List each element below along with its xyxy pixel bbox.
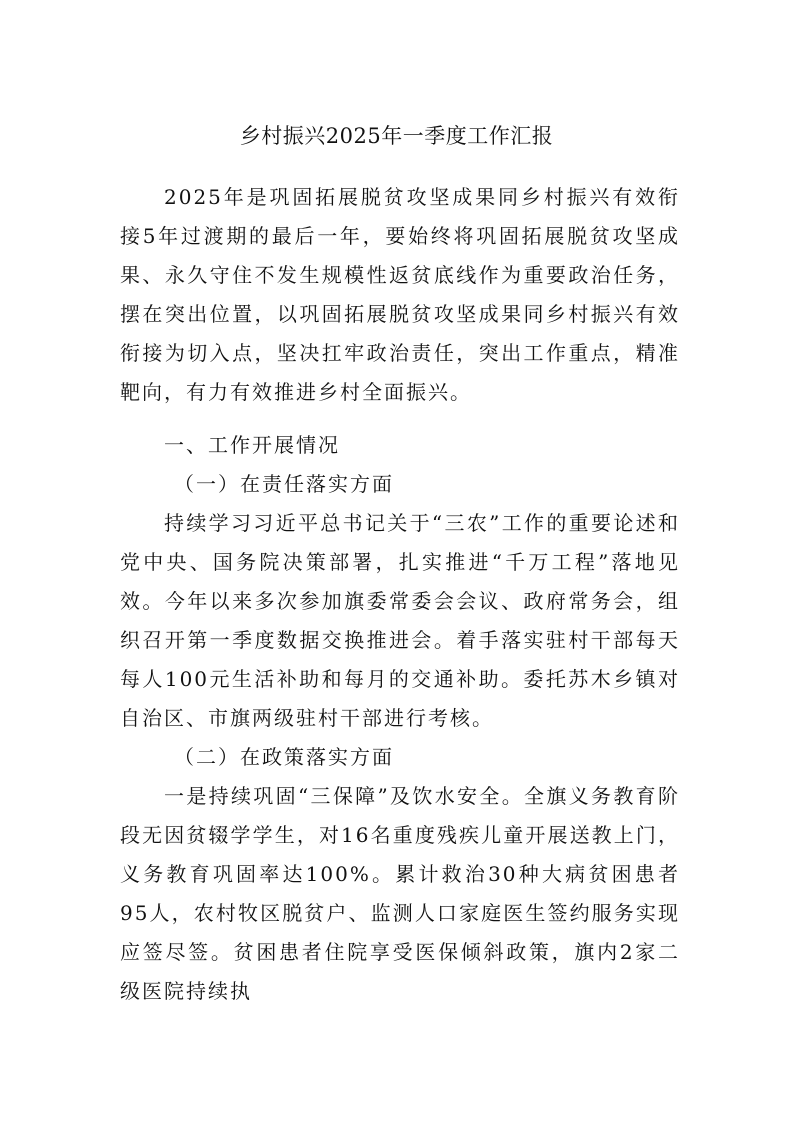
intro-paragraph: 2025年是巩固拓展脱贫攻坚成果同乡村振兴有效衔接5年过渡期的最后一年，要始终将巩固拓展脱贫攻坚成果、永久守住不发生规模性返贫底线作为重要政治任务，摆在突出位置，以巩固拓展脱贫攻坚成果同乡村振兴有效衔接为切入点，坚决扛牢政治责任，突出工作重点，精准靶向，有力有效推进乡村全面振兴。	[120, 185, 680, 404]
subsection-heading-responsibility: （一）在责任落实方面	[174, 472, 394, 496]
document-title: 乡村振兴2025年一季度工作汇报	[239, 124, 554, 148]
policy-paragraph: 一是持续巩固“三保障”及饮水安全。全旗义务教育阶段无因贫辍学学生，对16名重度残疾儿童开展送教上门，义务教育巩固率达100%。累计救治30种大病贫困患者95人，农村牧区脱贫户、监测人口家庭医生签约服务实现应签尽签。贫困患者住院享受医保倾斜政策，旗内2家二级医院持续执	[120, 784, 680, 1003]
subsection-heading-policy: （二）在政策落实方面	[174, 745, 394, 769]
responsibility-paragraph: 持续学习习近平总书记关于“三农”工作的重要论述和党中央、国务院决策部署，扎实推进“千万工程”落地见效。今年以来多次参加旗委常委会会议、政府常务会，组织召开第一季度数据交换推进会。着手落实驻村干部每天每人100元生活补助和每月的交通补助。委托苏木乡镇对自治区、市旗两级驻村干部进行考核。	[120, 511, 680, 730]
section-heading-work-progress: 一、工作开展情况	[164, 433, 340, 457]
